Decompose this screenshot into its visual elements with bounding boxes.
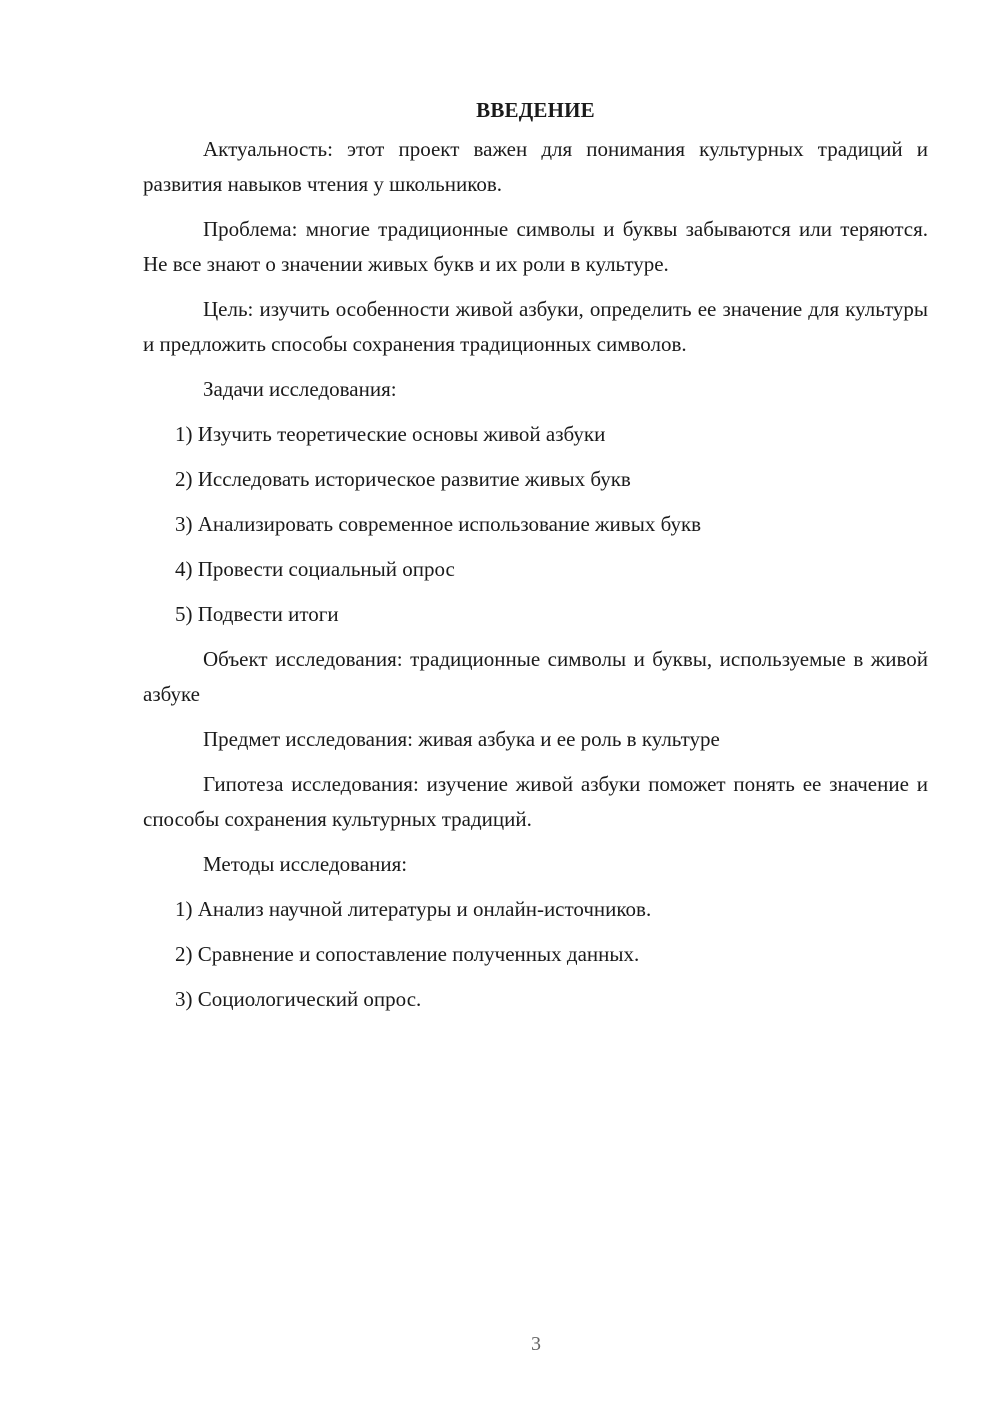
list-item: 1) Изучить теоретические основы живой азбуки (175, 422, 606, 446)
list-item: 3) Анализировать современное использование живых букв (175, 512, 702, 536)
list-item: 5) Подвести итоги (175, 602, 339, 626)
list-item: 1) Анализ научной литературы и онлайн-источников. (175, 897, 652, 921)
methods-list (143, 892, 928, 1017)
object-paragraph: Объект исследования: традиционные символы и буквы, используемые в живой азбуке (143, 647, 928, 706)
document-page (143, 92, 928, 1027)
tasks-heading: Задачи исследования: (203, 377, 397, 401)
tasks-list (143, 417, 928, 632)
goal-paragraph: Цель: изучить особенности живой азбуки, определить ее значение для культуры и предложить способы сохранения традиционных символов. (143, 297, 928, 356)
page-number: 3 (531, 1333, 541, 1355)
methods-heading: Методы исследования: (203, 852, 408, 876)
list-item: 2) Исследовать историческое развитие живых букв (175, 467, 631, 491)
section-title: ВВЕДЕНИЕ (476, 98, 595, 122)
hypothesis-paragraph: Гипотеза исследования: изучение живой азбуки поможет понять ее значение и способы сохранения культурных традиций. (143, 772, 928, 831)
problem-paragraph: Проблема: многие традиционные символы и буквы забываются или теряются. Не все знают о значении живых букв и их роли в культуре. (143, 217, 928, 276)
list-item: 4) Провести социальный опрос (175, 557, 455, 581)
relevance-paragraph: Актуальность: этот проект важен для понимания культурных традиций и развития навыков чтения у школьников. (143, 137, 928, 196)
list-item: 2) Сравнение и сопоставление полученных данных. (175, 942, 640, 966)
subject-paragraph: Предмет исследования: живая азбука и ее роль в культуре (203, 727, 720, 751)
list-item: 3) Социологический опрос. (175, 987, 422, 1011)
